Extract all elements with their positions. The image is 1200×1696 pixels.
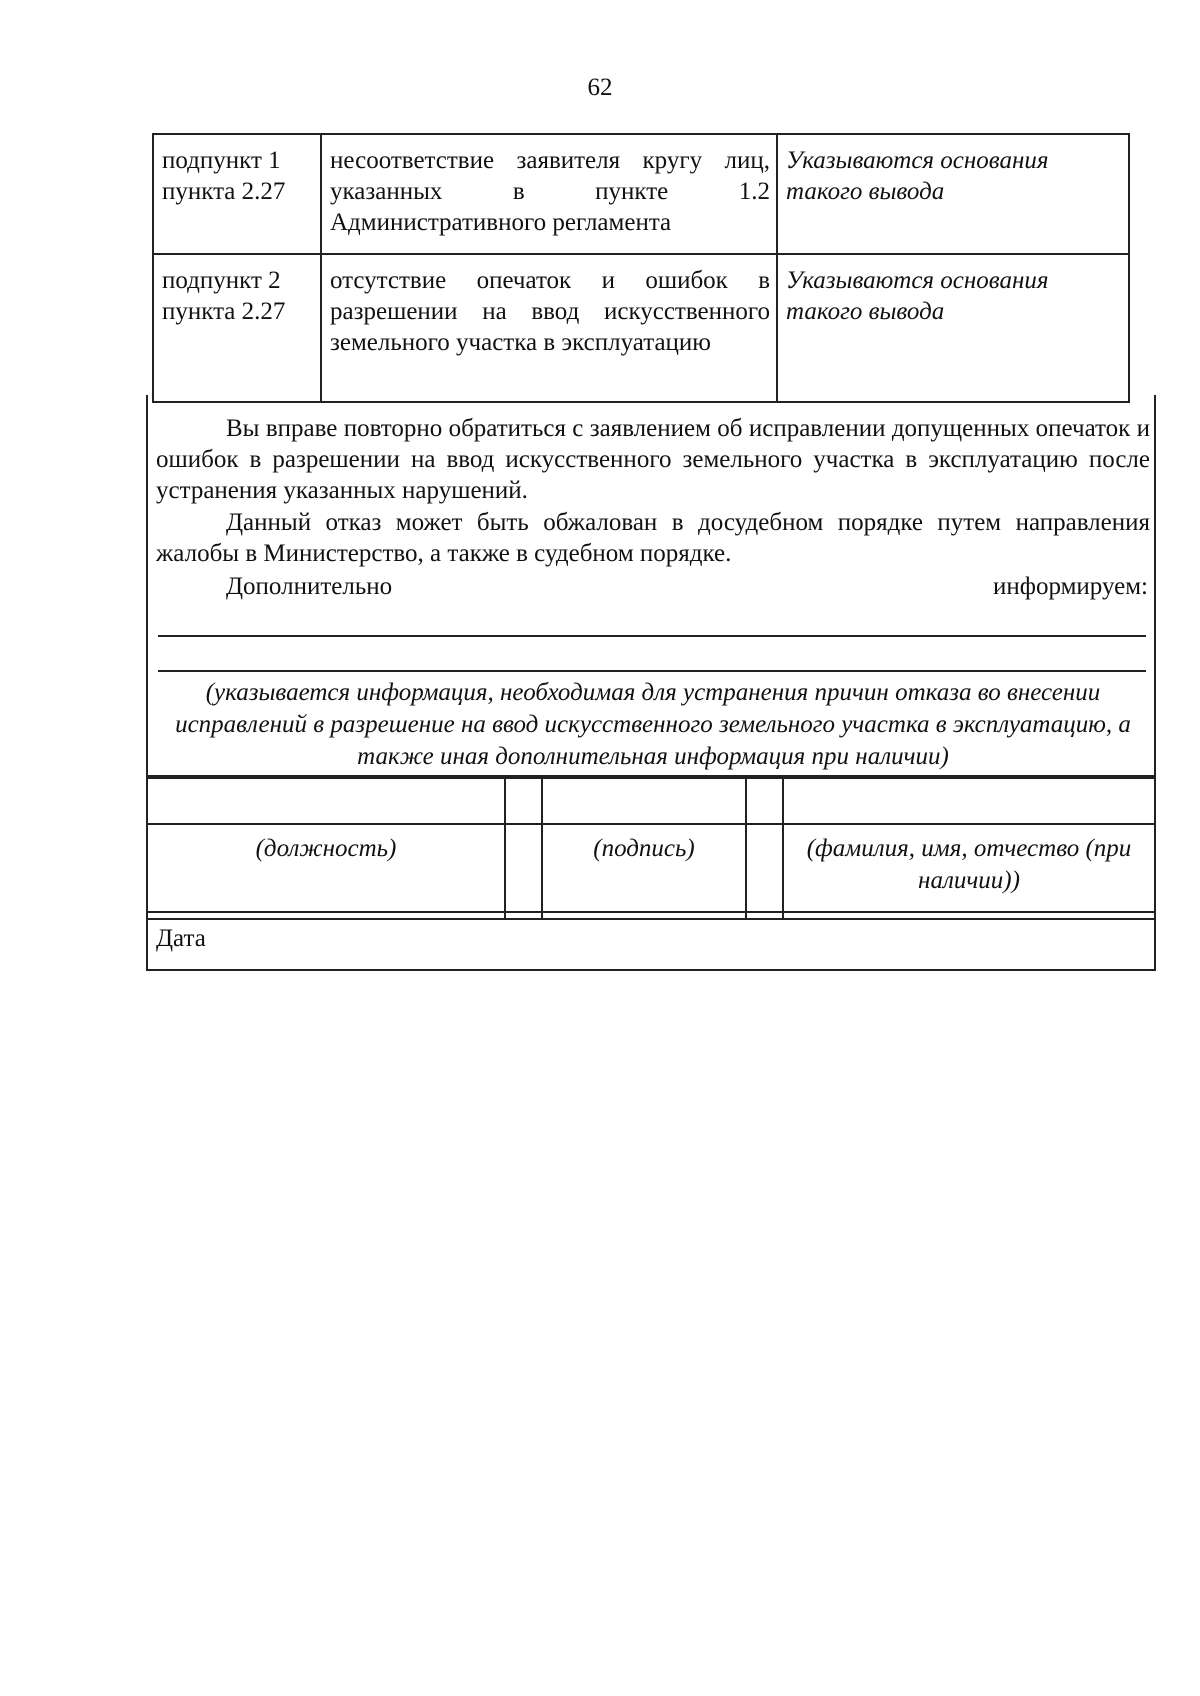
spacer-cell (746, 778, 783, 824)
name-caption: (фамилия, имя, отчество (при наличии)) (783, 824, 1155, 919)
notice-section (146, 395, 1156, 777)
table-row (153, 254, 1129, 402)
clause-cell: подпункт 1 пункта 2.27 (153, 134, 321, 254)
position-caption: (должность) (147, 824, 505, 919)
additional-info-line (156, 571, 1150, 602)
signature-blank-row (147, 778, 1155, 824)
additional-label: Дополнительно (226, 573, 393, 600)
date-label: Дата (156, 925, 206, 952)
appeal-paragraph (156, 507, 1150, 569)
page-number: 62 (587, 74, 613, 101)
spacer-cell (505, 778, 542, 824)
inform-label: информируем: (993, 573, 1148, 600)
signature-block (146, 777, 1156, 920)
refusal-grounds-table (152, 133, 1130, 403)
clause-cell: подпункт 2 пункта 2.27 (153, 254, 321, 402)
signature-field (542, 778, 746, 824)
reapply-text: Вы вправе повторно обратиться с заявлением об исправлении допущенных опечаток и ошибок в разрешении на ввод искусственного земельного участка в эксплуатацию после устранения указанных нарушений. (156, 415, 1150, 504)
fill-in-hint: (указывается информация, необходимая для устранения причин отказа во внесении исправлений в разрешение на ввод искусственного земельного участка в эксплуатацию, а также иная дополнительная информация при наличии) (175, 679, 1131, 770)
fill-in-line (158, 635, 1146, 637)
appeal-text: Данный отказ может быть обжалован в досудебном порядке путем направления жалобы в Министерство, а также в судебном порядке. (156, 509, 1150, 567)
reason-cell: несоответствие заявителя кругу лиц, указанных в пункте 1.2 Административного регламента (321, 134, 777, 254)
table-row (153, 134, 1129, 254)
reapply-paragraph (156, 413, 1150, 506)
signature-caption-row (147, 824, 1155, 919)
date-field (146, 911, 1156, 971)
name-field (783, 778, 1155, 824)
spacer-cell (505, 824, 542, 919)
fill-in-line (158, 670, 1146, 672)
basis-cell: Указываются основания такого вывода (777, 254, 1129, 402)
reason-cell: отсутствие опечаток и ошибок в разрешении на ввод искусственного земельного участка в эксплуатацию (321, 254, 777, 402)
basis-cell: Указываются основания такого вывода (777, 134, 1129, 254)
position-field (147, 778, 505, 824)
spacer-cell (746, 824, 783, 919)
signature-caption: (подпись) (542, 824, 746, 919)
